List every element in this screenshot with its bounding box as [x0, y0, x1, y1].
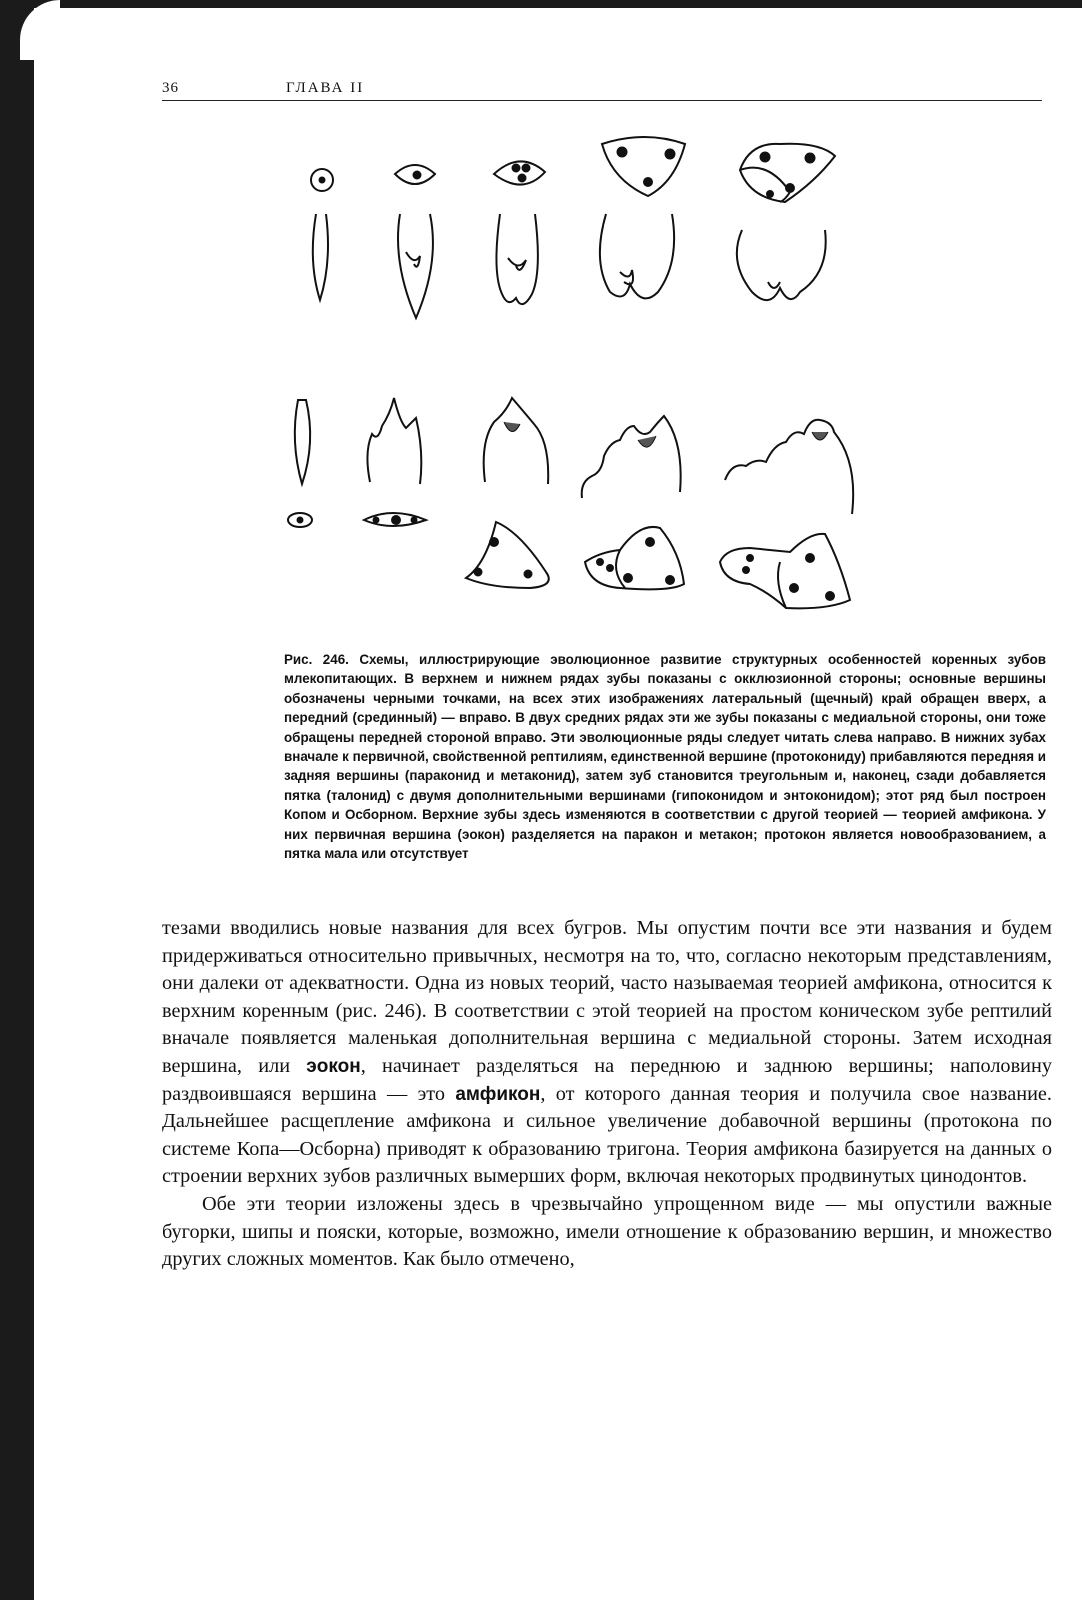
upper-medial-row	[313, 214, 826, 318]
paragraph-2: Обе эти теории изложены здесь в чрезвычайно упрощенном виде — мы опустили важные бугорки, шипы и пояски, которые, возможно, имели отношение к образованию вершин, и множество других сложных моментов. Как было отмечено,	[162, 1192, 1052, 1271]
page-number: 36	[162, 80, 179, 96]
main-text	[162, 915, 1052, 1274]
figure-caption	[284, 650, 1046, 863]
chapter-title: ГЛАВА II	[286, 80, 365, 96]
figure-caption-text: Схемы, иллюстрирующие эволюционное развитие структурных особенностей коренных зубов млекопитающих. В верхнем и нижнем рядах зубы показаны с окклюзионной стороны; основные вершины обозначены черными точками, на всех этих изображениях латеральный (щечный) край обращен вверх, а передний (срединный) — вправо. В двух средних рядах эти же зубы показаны с медиальной стороны, они тоже обращены передней стороной вправо. Эти эволюционные ряды следует читать слева направо. В нижних зубах вначале к первичной, свойственной рептилиям, единственной вершине (протокониду) прибавляются передняя и задняя вершины (параконид и метаконид), затем зуб становится треугольным и, наконец, сзади добавляется пятка (талонид) с двумя дополнительными вершинами (гипоконидом и энтоконидом); этот ряд был построен Копом и Осборном. Верхние зубы здесь изменяются в соответствии с другой теорией — теорией амфикона. У них первичная вершина (эокон) разделяется на паракон и метакон; протокон является новообразованием, а пятка мала или отсутствует	[284, 652, 1046, 862]
scan-top-border	[0, 0, 1082, 8]
figure-label: Рис. 246.	[284, 652, 349, 667]
paragraph-1-part-b: , начинает разделяться на переднюю и заднюю вершины; наполовину раздвоившаяся вершина — это	[162, 1054, 1052, 1105]
molar-evolution-figure	[280, 122, 900, 642]
lower-occlusal-row	[288, 513, 850, 608]
running-header	[162, 80, 1042, 101]
term-amphicon: амфикон	[455, 1083, 541, 1105]
paragraph-1-part-c: , от которого данная теория и получила свое название. Дальнейшее расщепление амфикона и сильное увеличение добавочной вершины (протокона по системе Копа—Осборна) приводят к образованию тригона. Теория амфикона базируется на данных о строении верхних зубов различных вымерших форм, включая некоторых продвинутых цинодонтов.	[162, 1082, 1052, 1188]
paragraph-1-part-a: тезами вводились новые названия для всех бугров. Мы опустим почти все эти названия и будем придерживаться относительно привычных, несмотря на то, что, согласно некоторым представлениям, они далеки от адекватности. Одна из новых теорий, часто называемая теорией амфикона, относится к верхним коренным (рис. 246). В соответствии с этой теорией на простом коническом зубе рептилий вначале появляется маленькая дополнительная вершина с медиальной стороны. Затем исходная вершина, или	[162, 917, 1052, 1077]
paragraph-1	[162, 915, 1052, 1191]
lower-medial-row	[295, 398, 853, 514]
term-eocon: эокон	[306, 1055, 361, 1077]
upper-occlusal-row	[311, 137, 835, 202]
scan-left-border	[0, 0, 34, 1600]
